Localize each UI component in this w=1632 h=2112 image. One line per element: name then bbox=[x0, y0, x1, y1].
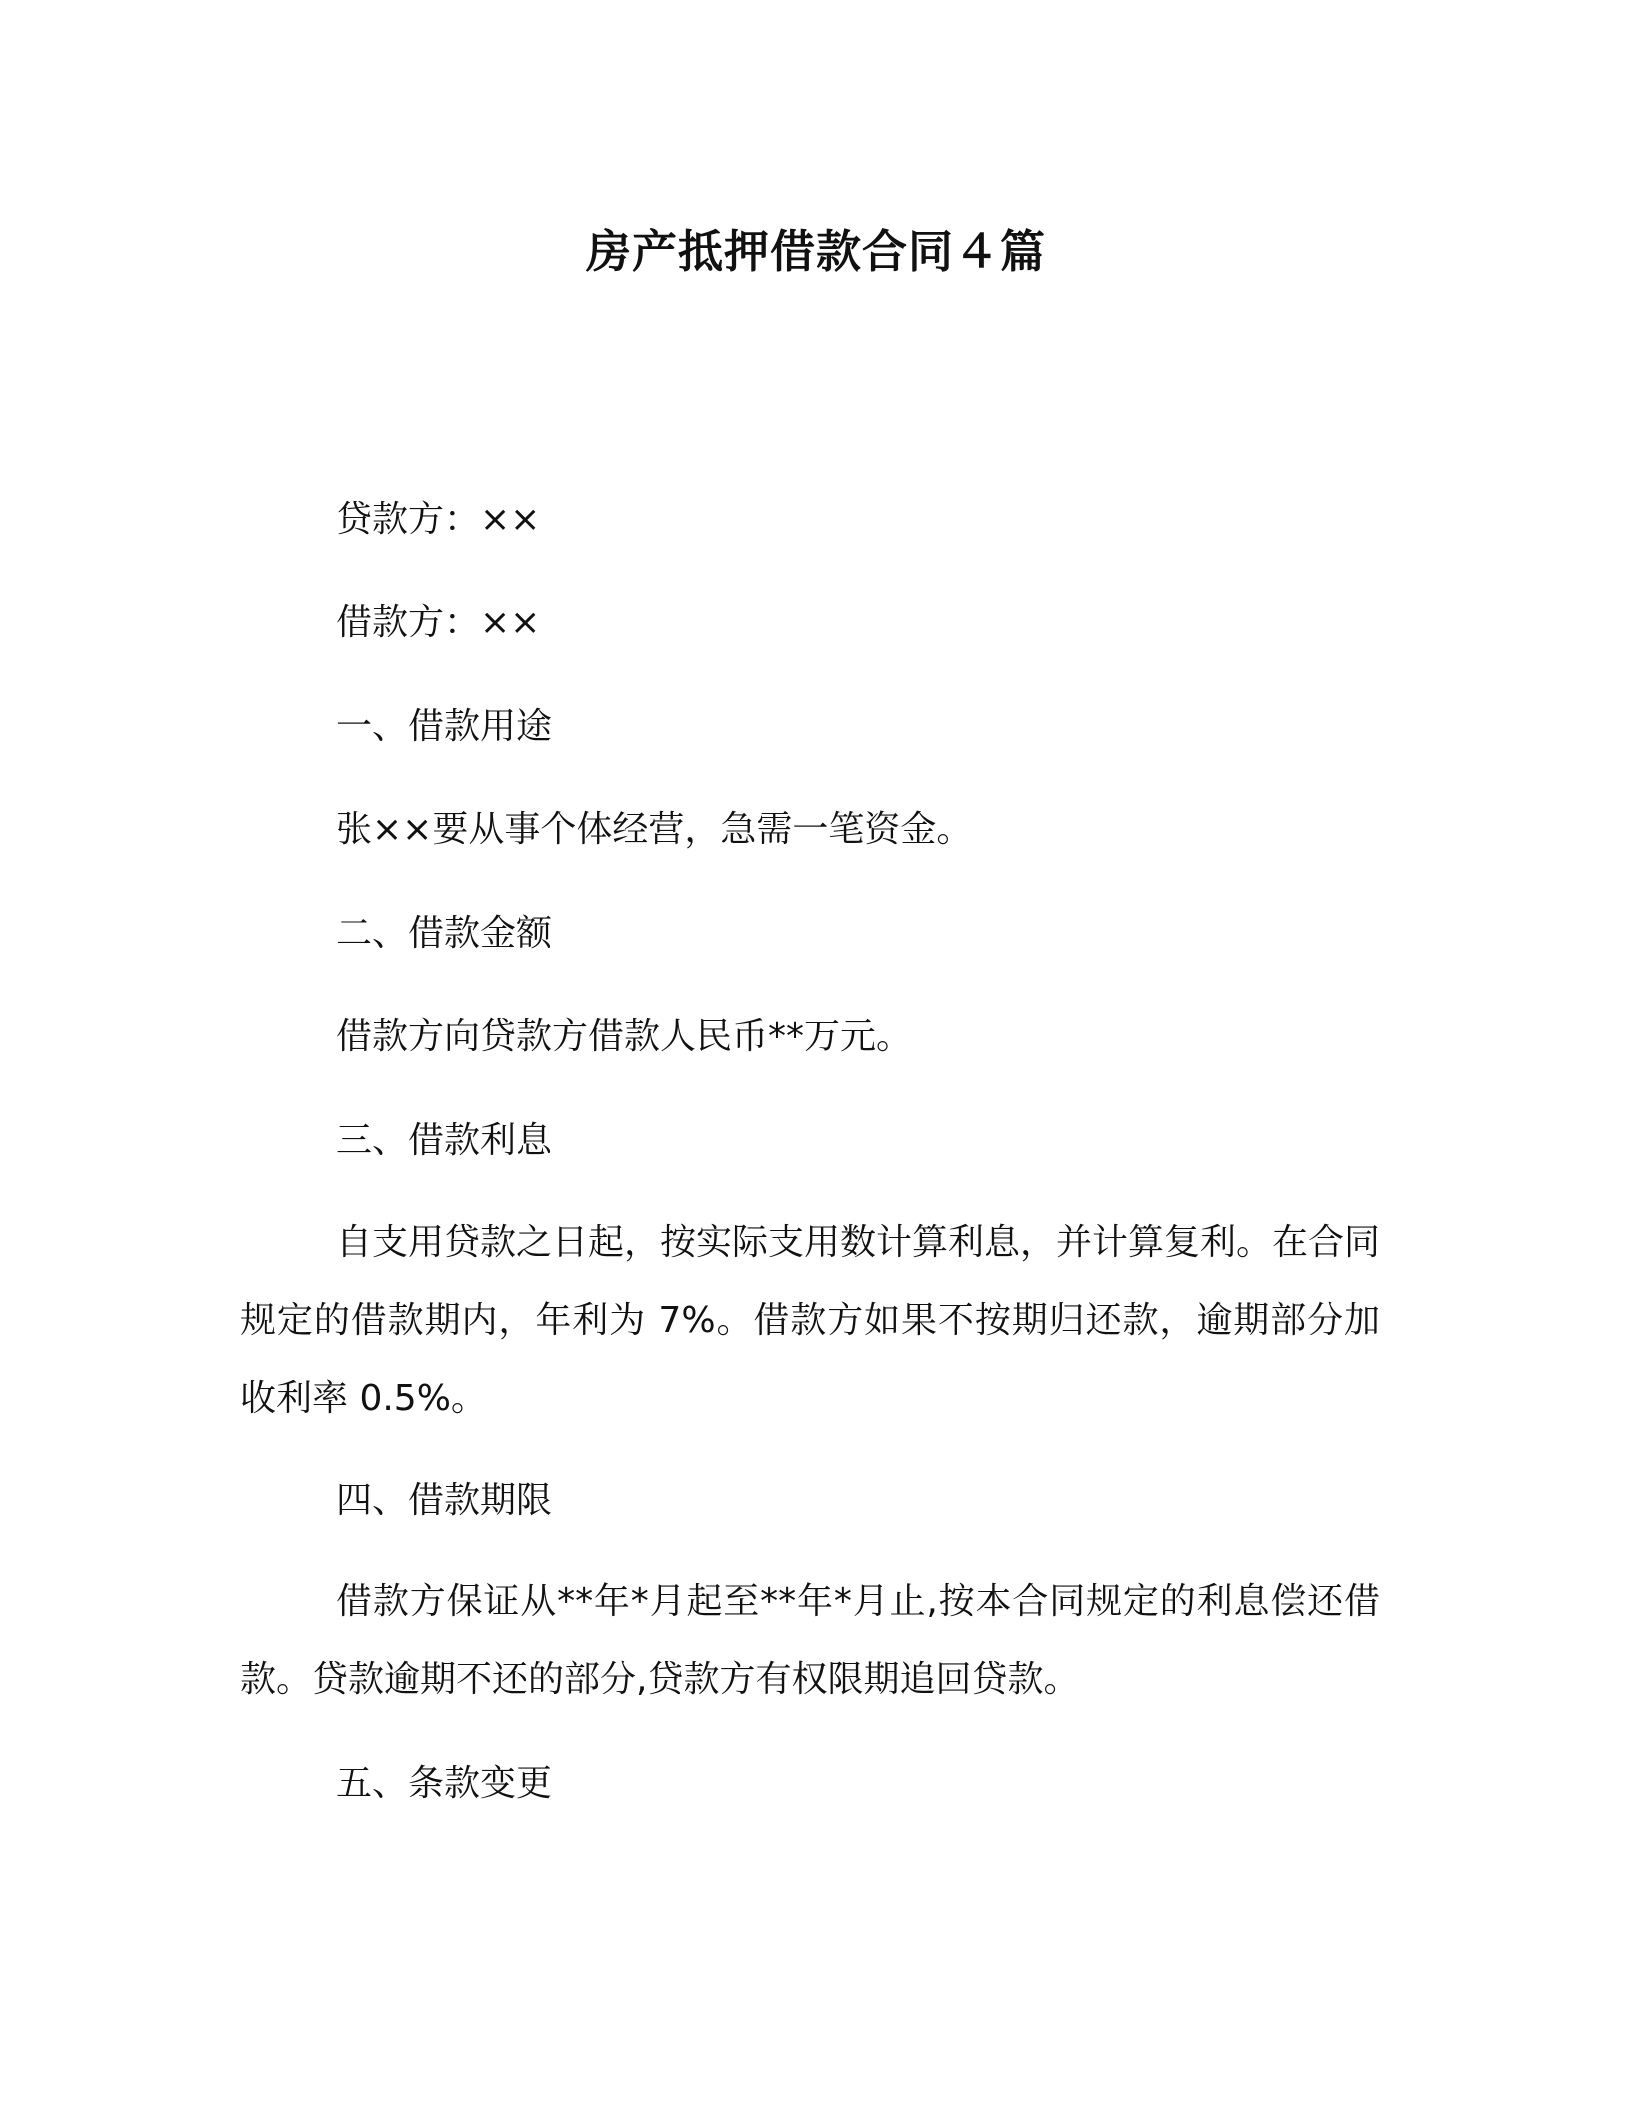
section4-text: 借款方保证从**年*月起至**年*月止,按本合同规定的利息偿还借款。贷款逾期不还的部分,贷款方有权限期追回贷款。 bbox=[240, 1581, 1380, 1700]
section3-heading: 三、借款利息 bbox=[336, 1120, 553, 1161]
section1-text: 张××要从事个体经营，急需一笔资金。 bbox=[336, 809, 973, 850]
section2-text: 借款方向贷款方借款人民币**万元。 bbox=[336, 1016, 913, 1057]
section5-heading: 五、条款变更 bbox=[336, 1763, 553, 1804]
section3-text: 自支用贷款之日起，按实际支用数计算利息，并计算复利。在合同规定的借款期内，年利为 7%。借款方如果不按期归还款，逾期部分加收利率 0.5%。 bbox=[240, 1222, 1381, 1419]
borrower-line: 借款方：×× bbox=[336, 602, 541, 643]
section4-heading: 四、借款期限 bbox=[336, 1480, 553, 1521]
section1-heading: 一、借款用途 bbox=[336, 706, 553, 747]
lender-line: 贷款方：×× bbox=[336, 499, 541, 540]
section2-heading: 二、借款金额 bbox=[336, 913, 553, 954]
document-title: 房产抵押借款合同４篇 bbox=[585, 225, 1046, 278]
